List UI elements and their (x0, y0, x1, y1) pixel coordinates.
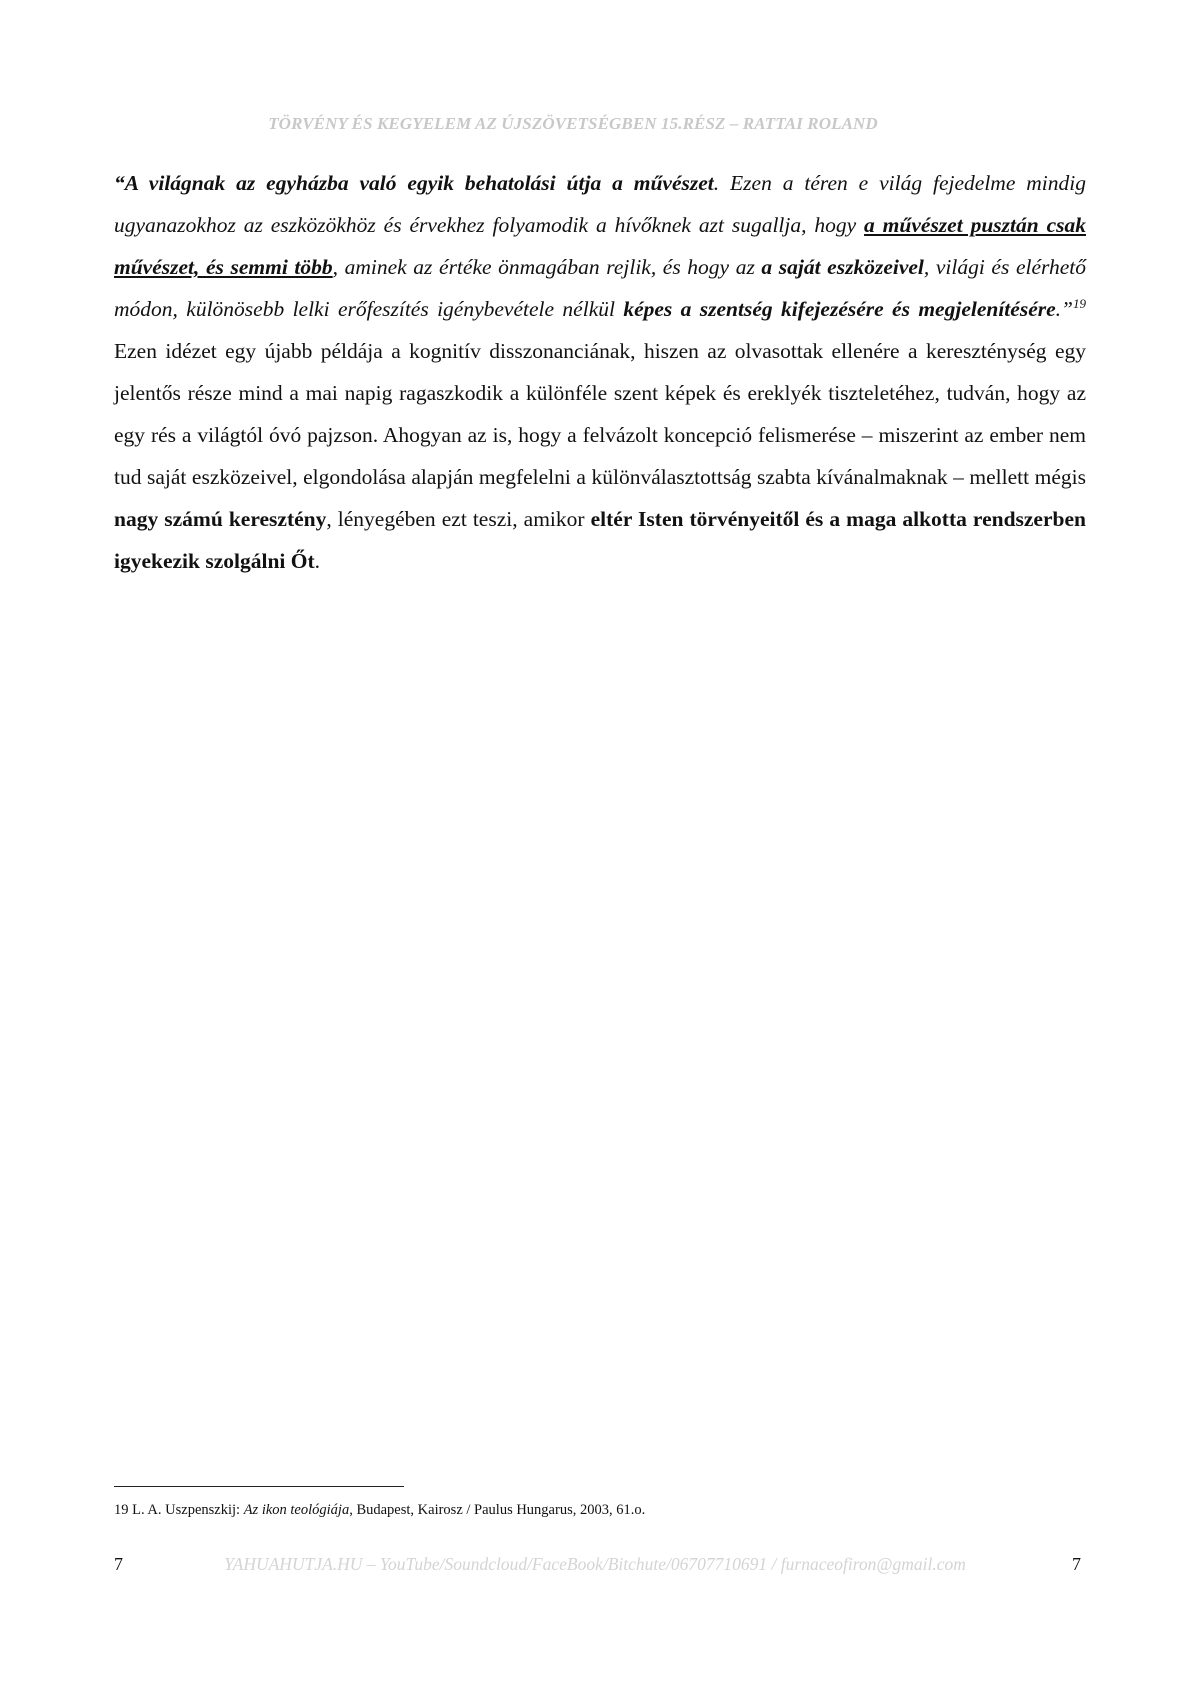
quote-text-3: , világi és elérhető módon, különösebb lelki erőfeszítés igénybevétele nélkül (114, 255, 1086, 321)
footnote-publication: , Budapest, Kairosz / Paulus Hungarus, 2003, 61.o. (349, 1502, 646, 1518)
commentary-end: . (314, 549, 321, 573)
quote (114, 171, 1086, 321)
footer-contact: YAHUAHUTJA.HU – YouTube/Soundcloud/FaceBook/Bitchute/06707710691 / furnaceofiron@gmail.com (224, 1554, 966, 1574)
footnote-reference[interactable]: 19 (1073, 295, 1086, 311)
footnote-book-title: Az ikon teológiája (243, 1502, 350, 1518)
footnote-number: 19 (114, 1502, 129, 1518)
quote-bold-underlined: a művészet pusztán csak művészet, és semmi több (114, 213, 1086, 279)
commentary-text-1: Ezen idézet egy újabb példája a kognitív disszonanciának, hiszen az olvasottak ellenére a kereszténység egy jelentős része mind a mai napig ragaszkodik a különféle szent képek és ereklyék tiszteletéhez, tudván, hogy az egy rés a világtól óvó pajzson. Ahogyan az is, hogy a felvázolt koncepció felismerése – miszerint az ember nem tud saját eszközeivel, elgondolása alapján megfelelni a különválasztottság szabta kívánalmaknak – mellett mégis (114, 339, 1086, 489)
body-paragraph (114, 162, 1086, 582)
paragraph (114, 162, 1086, 582)
page-number-left: 7 (114, 1554, 123, 1574)
quote-bold-3: képes a szentség kifejezésére és megjelenítésére (623, 297, 1056, 321)
commentary-bold-2: eltér Isten törvényeitől és a maga alkotta rendszerben igyekezik szolgálni Őt (114, 507, 1086, 573)
quote-text-2: , aminek az értéke önmagában rejlik, és hogy az (332, 255, 762, 279)
quote-bold-1: “A világnak az egyházba való egyik behatolási útja a művészet (114, 171, 714, 195)
page-footer (0, 1554, 1190, 1580)
commentary-text-2: , lényegében ezt teszi, amikor (326, 507, 591, 531)
running-header: TÖRVÉNY ÉS KEGYELEM AZ ÚJSZÖVETSÉGBEN 15.RÉSZ – RATTAI ROLAND (268, 114, 878, 133)
commentary-bold-1: nagy számú keresztény (114, 507, 327, 531)
page-number-right: 7 (1072, 1554, 1081, 1574)
footnote-separator (114, 1486, 404, 1487)
footnote-author: L. A. Uszpenszkij: (128, 1502, 244, 1518)
quote-text-1: . Ezen a téren e világ fejedelme mindig ugyanazokhoz az eszközökhöz és érvekhez folyamodik a hívőknek azt sugallja, hogy (114, 171, 1086, 237)
footnote (114, 1500, 1086, 1520)
quote-bold-2: a saját eszközeivel (761, 255, 924, 279)
quote-close: .” (1055, 297, 1073, 321)
